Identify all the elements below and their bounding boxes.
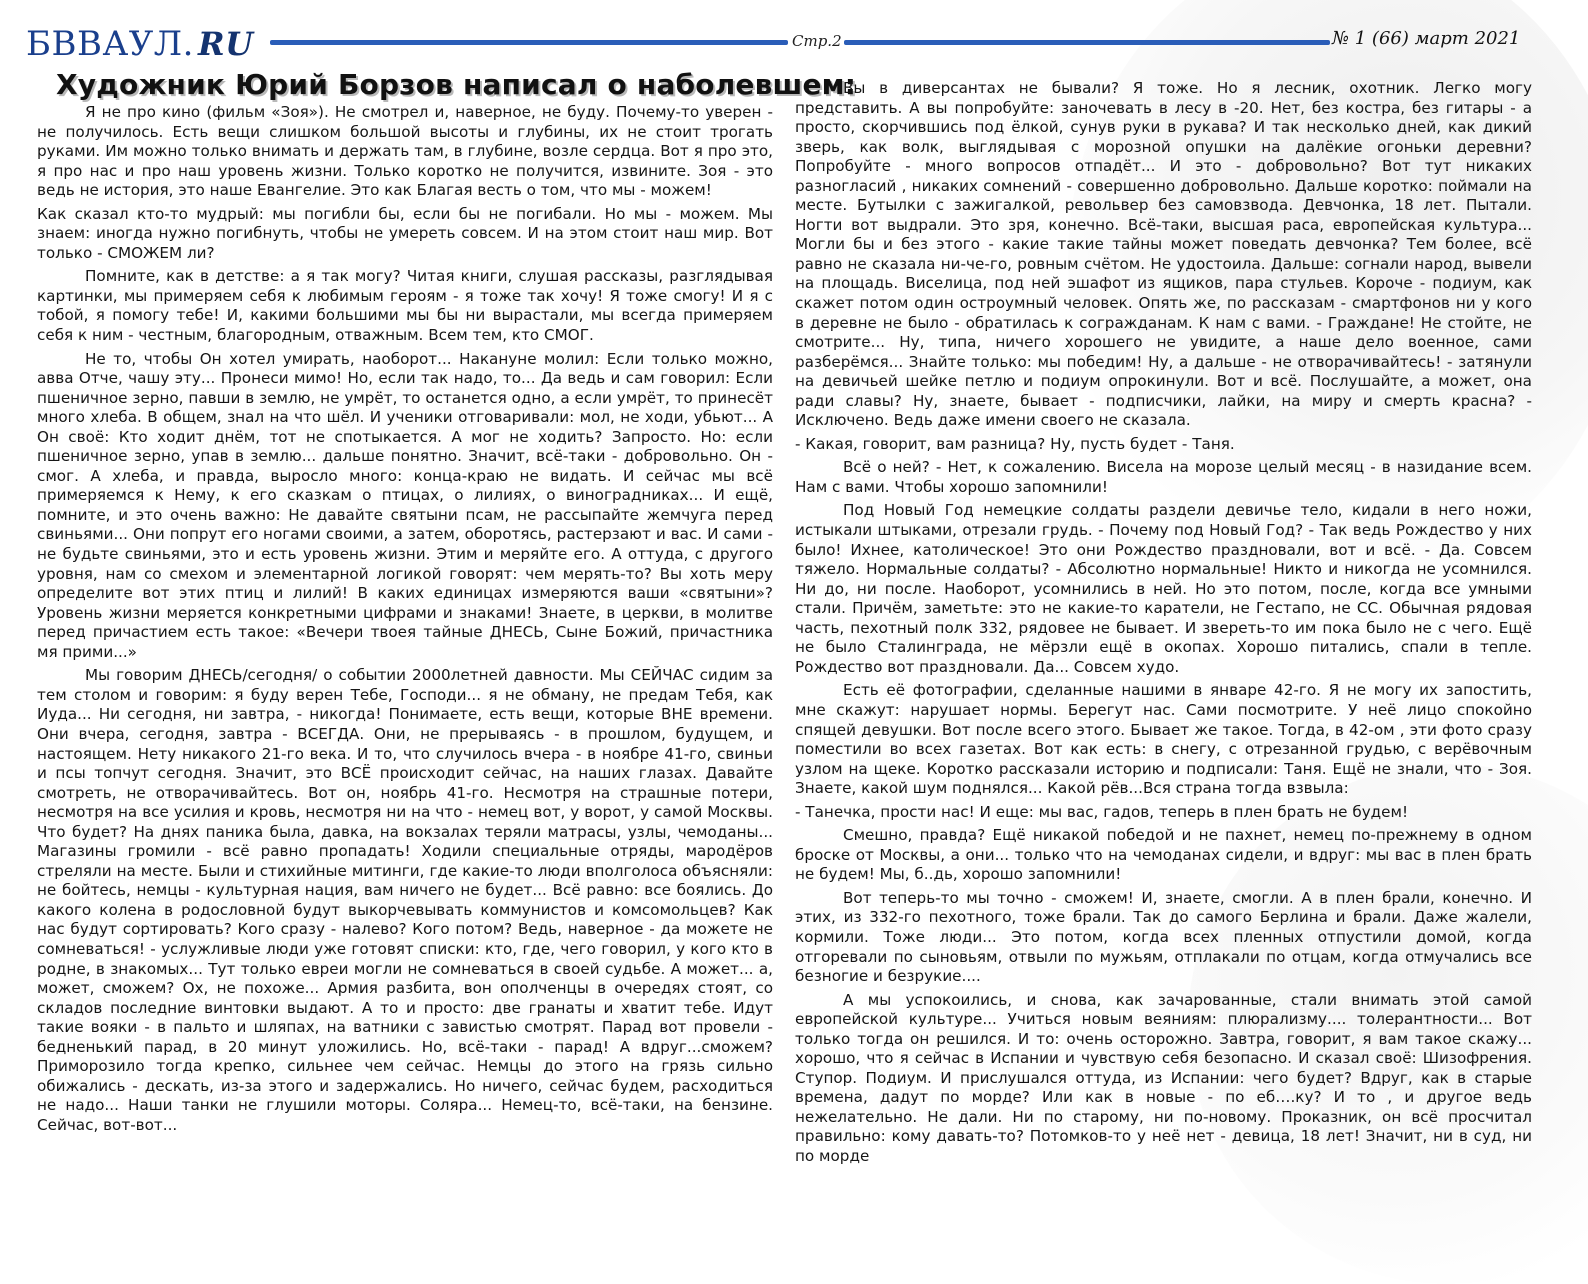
site-logo bbox=[26, 24, 253, 64]
logo-ru-text: RU bbox=[197, 25, 254, 63]
paragraph: Смешно, правда? Ещё никакой победой и не пахнет, немец по-прежнему в одном броске от Москвы, а они... только что на чемоданах сидели, и вдруг: мы вас в плен брать не будем! Мы, б..дь, хорошо запомнили! bbox=[795, 826, 1532, 884]
paragraph: Помните, как в детстве: а я так могу? Читая книги, слушая рассказы, разглядывая картинки, мы примеряем себя к любимым героям - я тоже так хочу! Я тоже смогу! И я с тобой, я помогу тебе! И, какими большими мы бы ни вырастали, мы всегда примеряем себя к ним - честным, благородным, отважным. Всем тем, кто СМОГ. bbox=[37, 267, 773, 345]
logo-main-text: БВВАУЛ. bbox=[26, 24, 194, 64]
paragraph: Я не про кино (фильм «Зоя»). Не смотрел и, наверное, не буду. Почему-то уверен - не получилось. Есть вещи слишком большой высоты и глубины, их не стоит трогать руками. Им можно только внимать и держать там, в глубине, возле сердца. Вот я про это, я про нас и про наш уровень жизни. Только коротко не получится, извините. Зоя - это ведь не история, это наше Евангелие. Это как Благая весть о том, что мы - можем! bbox=[37, 103, 773, 200]
paragraph: Как сказал кто-то мудрый: мы погибли бы, если бы не погибали. Но мы - можем. Мы знаем: иногда нужно погибнуть, чтобы не умереть совсем. И на этом стоит наш мир. Вот только - СМОЖЕМ ли? bbox=[37, 204, 773, 262]
masthead-rule-left bbox=[270, 40, 788, 45]
paragraph: - Танечка, прости нас! И еще: мы вас, гадов, теперь в плен брать не будем! bbox=[795, 802, 1409, 821]
masthead-rule-right bbox=[844, 40, 1330, 45]
paragraph: Есть её фотографии, сделанные нашими в январе 42-го. Я не могу их запостить, мне скажут: нарушает нормы. Берегут нас. Сами посмотрите. У неё лицо спокойно спящей девушки. Вот после всего этого. Бывает же такое. Тогда, в 42-ом , эти фото сразу поместили во всех газетах. Вот как есть: в снегу, с отрезанной грудью, с верёвочным узлом на щеке. Коротко рассказали историю и подписали: Таня. Ещё не знали, что - Зоя. Знаете, какой шум поднялся... Какой рёв...Вся страна тогда взвыла: bbox=[795, 681, 1532, 798]
paragraph: Всё о ней? - Нет, к сожалению. Висела на морозе целый месяц - в назидание всем. Нам с вами. Чтобы хорошо запомнили! bbox=[795, 458, 1532, 496]
paragraph: А мы успокоились, и снова, как зачарованные, стали внимать этой самой европейской культуре... Учиться новым веяниям: плюрализму.... толерантности... Вот только тогда он решился. И то: очень осторожно. Завтра, говорит, я вам такое скажу... хорошо, что я сейчас в Испании и чувствую себя безопасно. И сказал своё: Шизофрения. Ступор. Подиум. И прислушался оттуда, из Испании: чего будет? Вдруг, как в старые времена, дадут по морде? Или как в новые - по еб….ку? И то , и другое ведь нежелательно. Не дали. Ни по старому, ни по-новому. Проказник, он всё просчитал правильно: кому давать-то? Потомков-то у неё нет - девица, 18 лет! Значит, ни в суд, ни по морде bbox=[795, 990, 1532, 1165]
paragraph: Вот теперь-то мы точно - сможем! И, знаете, смогли. А в плен брали, конечно. И этих, из 332-го пехотного, тоже брали. Так до самого Берлина и брали. Даже жалели, кормили. Тоже люди... Это потом, когда всех пленных отпустили домой, когда отгоревали по сыновьям, отвыли по мужьям, отплакали по отцам, когда отмучались все безногие и безрукие.... bbox=[795, 888, 1532, 986]
paragraph: Мы говорим ДНЕСЬ/сегодня/ о событии 2000летней давности. Мы СЕЙЧАС сидим за тем столом и говорим: я буду верен Тебе, Господи... я не обману, не предам Тебя, как Иуда... Ни сегодня, ни завтра, - никогда! Понимаете, есть вещи, которые ВНЕ времени. Они вчера, сегодня, завтра - ВСЕГДА. Они, не прерываясь - в прошлом, будущем, и настоящем. Нету никакого 21-го века. И то, что случилось вчера - в ноябре 41-го, свиньи и псы топчут сегодня. Значит, это ВСЁ происходит сейчас, на наших глазах. Давайте смотреть, не отворачивайтесь. Вот он, ноябрь 41-го. Несмотря на страшные потери, несмотря на все усилия и кровь, несмотря ни на что - немец вот, у ворот, у самой Москвы. Что будет? На днях паника была, давка, на вокзалах теряли матрасы, узлы, чемоданы... Магазины громили - всё равно пропадать! Ходили специальные отряды, мародёров стреляли на месте. Были и стихийные митинги, где какие-то люди вполголоса объясняли: не бойтесь, немцы - культурная нация, вам ничего не будет... Всё равно: все боялись. До какого колена в родословной будут выкорчевывать коммунистов и комсомольцев? Как нас будут сортировать? Кого сразу - налево? Кого потом? Ведь, наверное - да можете не сомневаться! - услужливые люди уже готовят списки: кто, где, чего говорил, у кого кто в родне, в знакомых... Тут только евреи могли не сомневаться в своей судьбе. А может... а, может, сможем? Ох, не похоже... Армия разбита, вон ополченцы в очередях стоят, со складов последние винтовки выдают. А то и просто: две гранаты и хватит тебе. Идут такие вояки - в пальто и шляпах, на ватники с завистью смотрят. Парад вот провели - бедненький парад, в 20 минут уложились. Но, всё-таки - парад! А вдруг...сможем? Приморозило тогда крепко, сильнее чем сейчас. Немцы до этого на грязь сильно обижались - дескать, из-за этого и задержались. Но ничего, сейчас будем, расходиться не надо... Наши танки не глушили моторы. Соляра... Немец-то, всё-таки, на бензине. Сейчас, вот-вот... bbox=[37, 666, 773, 1134]
issue-number: № 1 (66) март 2021 bbox=[1332, 28, 1521, 49]
paragraph: - Какая, говорит, вам разница? Ну, пусть будет - Таня. bbox=[795, 434, 1235, 453]
paragraph: Под Новый Год немецкие солдаты раздели девичье тело, кидали в него ножи, истыкали штыками, отрезали грудь. - Почему под Новый Год? - Так ведь Рождество у них было! Ихнее, католическое! Это они Рождество праздновали, вот и всё. - Да. Совсем тяжело. Нормальные солдаты? - Абсолютно нормальные! Никто и никогда не усомнился. Ни до, ни после. Наоборот, усомнились в ней. Но это потом, после, когда все умными стали. Причём, заметьте: это не какие-то каратели, не Гестапо, не СС. Обычная рядовая часть, пехотный полк 332, рядовее не бывает. И звереть-то им пока было не с чего. Ещё не было Сталинграда, не мёрзли ещё в окопах. Хорошо питались, спали в тепле. Рождество вот праздновали. Да... Совсем худо. bbox=[795, 501, 1532, 676]
right-column bbox=[795, 79, 1532, 1167]
masthead bbox=[26, 22, 1562, 66]
article-headline: Художник Юрий Борзов написал о наболевшем: bbox=[56, 68, 857, 101]
paragraph: Вы в диверсантах не бывали? Я тоже. Но я лесник, охотник. Легко могу представить. А вы попробуйте: заночевать в лесу в -20. Нет, без костра, без гитары - а просто, скорчившись под ёлкой, сунув руки в рукава? И так несколько дней, как дикий зверь, как волк, выглядывая с морозной опушки на далёкие огоньки деревни? Попробуйте - много вопросов отпадёт... И это - добровольно? Вот тут никаких разногласий , никаких сомнений - совершенно добровольно. Дальше коротко: поймали на месте. Бутылки с зажигалкой, револьвер без самовзвода. Девчонка, 18 лет. Пытали. Ногти вот выдрали. Это зря, конечно. Всё-таки, высшая раса, европейская культура... Могли бы и без этого - какие такие тайны может поведать девчонка? Тем более, всё равно не сказала ни-че-го, ровным счётом. Не удостоила. Дальше: согнали народ, вывели на площадь. Виселица, под ней эшафот из ящиков, пара стульев. Короче - подиум, как скажет потом один остроумный человек. Опять же, по рассказам - смартфонов ни у кого в деревне не было - обратилась к согражданам. К нам с вами. - Граждане! Не стойте, не смотрите... Ну, типа, ничего хорошего не увидите, а наше дело военное, сами разберёмся... Знайте только: мы победим! Ну, а дальше - не отворачивайтесь! - затянули на девичьей шейке петлю и подиум опрокинули. Вот и всё. Послушайте, а может, она ради славы? Ну, знаете, бывает - подписчики, лайки, на миру и смерть красна? - Исключено. Ведь даже имени своего не сказала. bbox=[795, 79, 1532, 430]
paragraph: Не то, чтобы Он хотел умирать, наоборот... Накануне молил: Если только можно, авва Отче, чашу эту... Пронеси мимо! Но, если так надо, то... Да ведь и сам говорил: Если пшеничное зерно, павши в землю, не умрёт, то останется одно, а если умрёт, то принесёт много хлеба. В общем, знал на что шёл. И ученики отговаривали: мол, не ходи, убьют... А Он своё: Кто ходит днём, тот не спотыкается. А мог не ходить? Запросто. Но: если пшеничное зерно, упав в землю... дальше понятно. Значит, всё-таки - добровольно. Он - смог. А хлеба, и правда, выросло много: конца-краю не видать. И сейчас мы всё примеряемся к Нему, к его сказкам о птицах, о лилиях, о виноградниках... И ещё, помните, и это очень важно: Не давайте святыни псам, не рассыпайте жемчуга перед свиньями... Они попрут его ногами своими, а затем, оборотясь, растерзают и вас. И сами - не будьте свиньями, это и есть уровень жизни. Этим и меряйте его. А оттуда, с другого уровня, нам со смехом и элементарной логикой говорят: чем мерять-то? Вы хоть меру определите вот этих птиц и лилий! В каких единицах измеряются ваши «святыни»? Уровень жизни меряется конкретными цифрами и знаками! Знаете, в церкви, в молитве перед причастием есть такое: «Вечери твоея тайные ДНЕСЬ, Сыне Божий, причастника мя прими...» bbox=[37, 349, 773, 661]
page-number: Стр.2 bbox=[792, 32, 842, 50]
left-column bbox=[37, 103, 773, 1135]
